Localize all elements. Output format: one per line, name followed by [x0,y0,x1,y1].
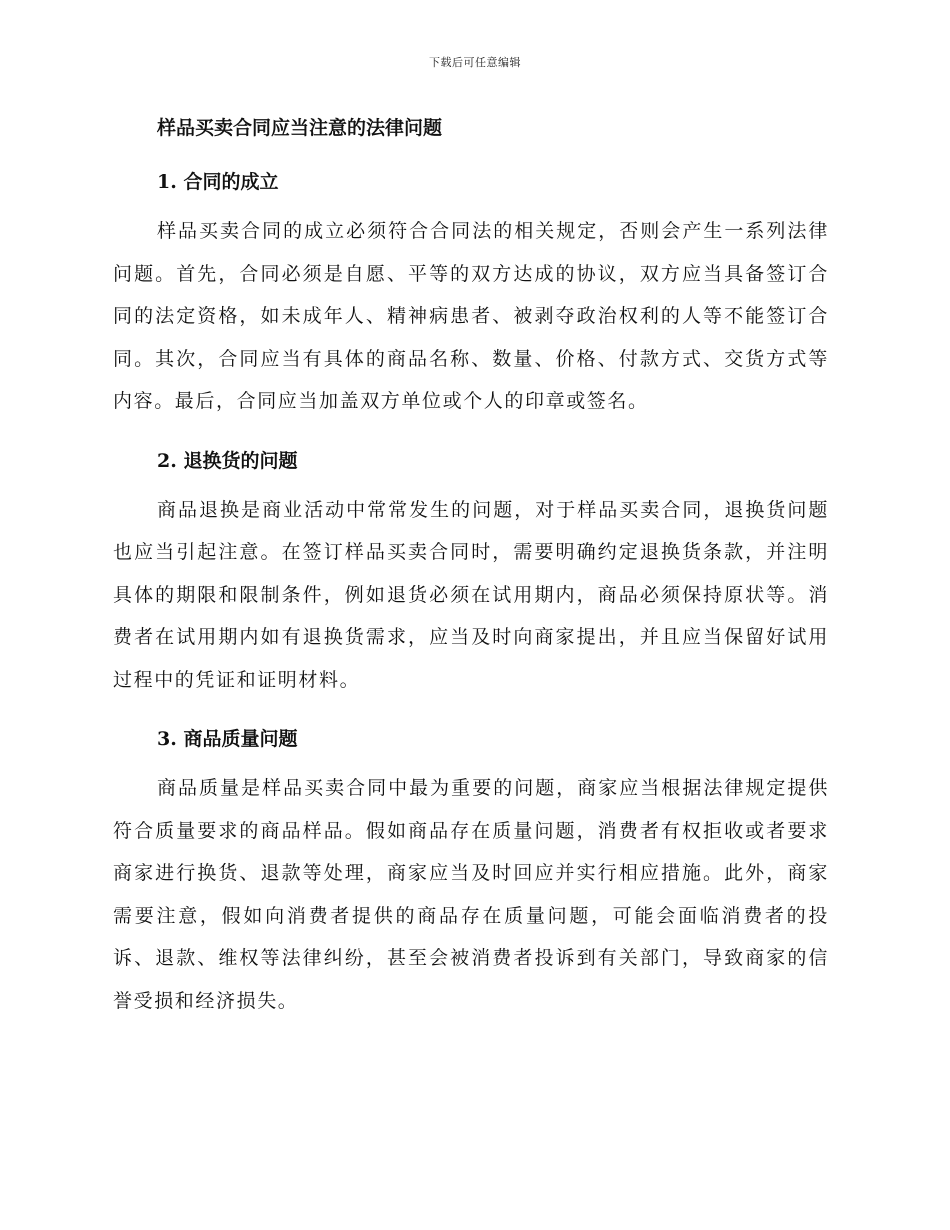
page-header: 下载后可任意编辑 [429,56,521,69]
section-heading-3: 3. 商品质量问题 [157,728,298,750]
section-paragraph-1: 样品买卖合同的成立必须符合合同法的相关规定，否则会产生一系列法律问题。首先，合同必须是自愿、平等的双方达成的协议，双方应当具备签订合同的法定资格，如未成年人、精神病患者、被剥夺政治权利的人等不能签订合同。其次，合同应当有具体的商品名称、数量、价格、付款方式、交货方式等内容。最后，合同应当加盖双方单位或个人的印章或签名。 [113,220,829,412]
section-paragraph-2: 商品退换是商业活动中常常发生的问题，对于样品买卖合同，退换货问题也应当引起注意。在签订样品买卖合同时，需要明确约定退换货条款，并注明具体的期限和限制条件，例如退货必须在试用期内，商品必须保持原状等。消费者在试用期内如有退换货需求，应当及时向商家提出，并且应当保留好试用过程中的凭证和证明材料。 [113,498,829,691]
document-body [113,112,829,1022]
document-title: 样品买卖合同应当注意的法律问题 [157,117,443,139]
section-paragraph-3: 商品质量是样品买卖合同中最为重要的问题，商家应当根据法律规定提供符合质量要求的商品样品。假如商品存在质量问题，消费者有权拒收或者要求商家进行换货、退款等处理，商家应当及时回应并实行相应措施。此外，商家需要注意，假如向消费者提供的商品存在质量问题，可能会面临消费者的投诉、退款、维权等法律纠纷，甚至会被消费者投诉到有关部门，导致商家的信誉受损和经济损失。 [113,777,829,1012]
section-heading-2: 2. 退换货的问题 [157,449,298,472]
section-heading-1: 1. 合同的成立 [157,171,279,193]
